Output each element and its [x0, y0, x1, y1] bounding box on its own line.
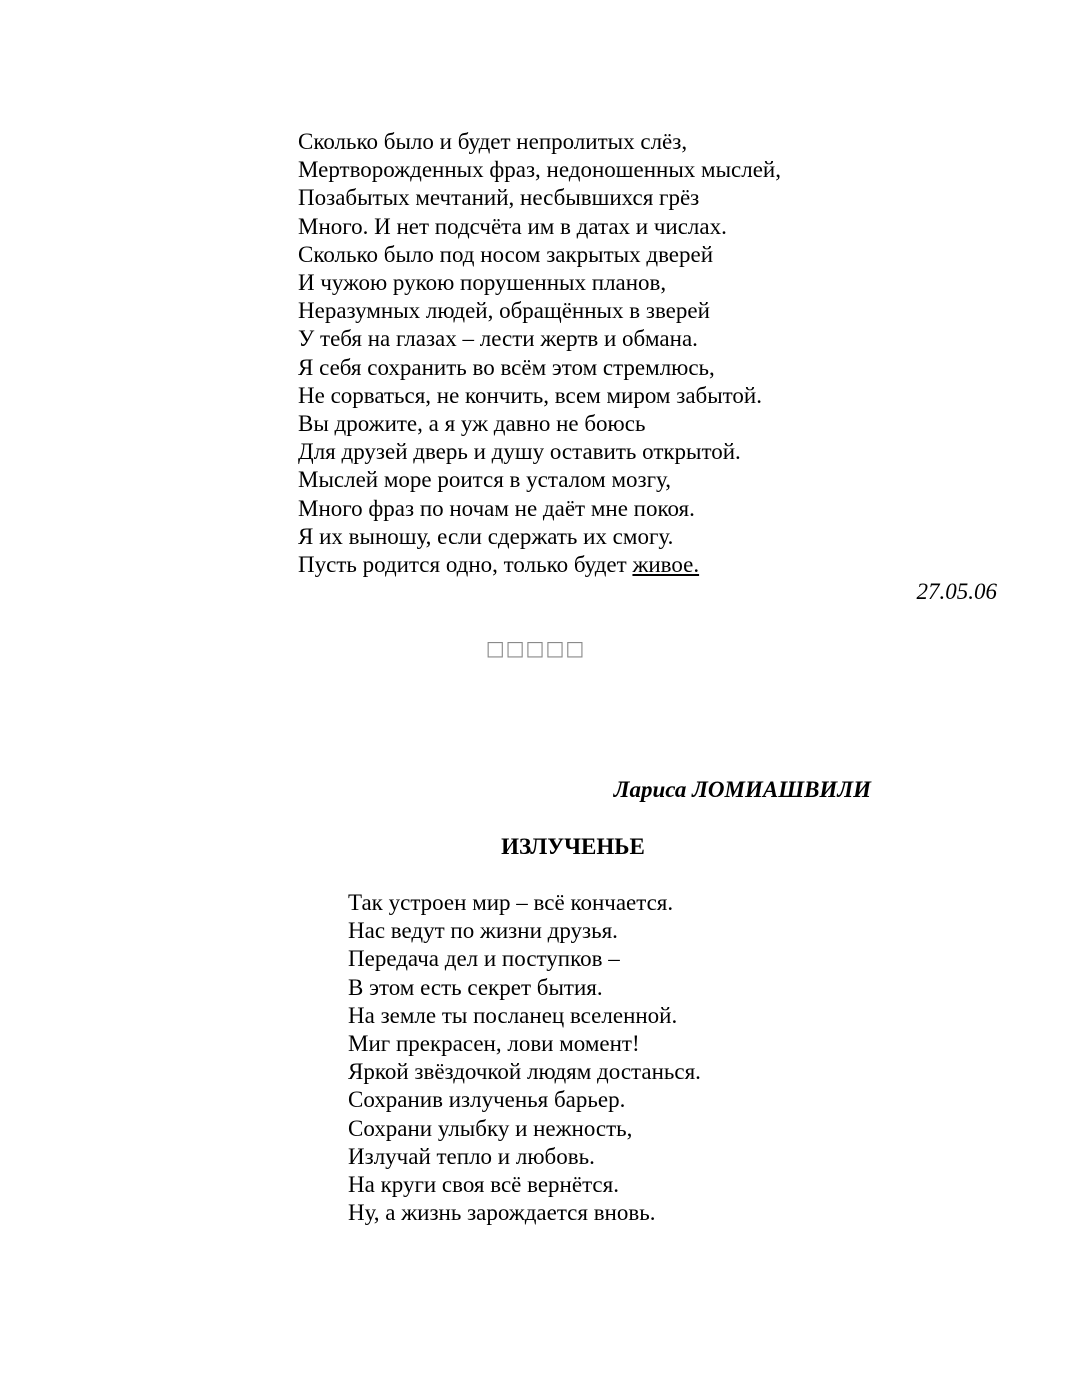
poem-line: На круги своя всё вернётся. — [348, 1172, 619, 1198]
poem-line: Мыслей море роится в усталом мозгу, — [298, 467, 671, 493]
poem-line: Не сорваться, не кончить, всем миром забытой. — [298, 382, 762, 408]
poem-title: ИЗЛУЧЕНЬЕ — [501, 834, 645, 859]
poem-line: Сохрани улыбку и нежность, — [348, 1115, 633, 1141]
poem-line: Излучай тепло и любовь. — [348, 1143, 595, 1169]
underlined-word: живое. — [632, 552, 700, 578]
poem-2 — [348, 889, 701, 1227]
poem-line: В этом есть секрет бытия. — [348, 974, 603, 1000]
poem-line: Передача дел и поступков – — [348, 946, 620, 972]
poem-date: 27.05.06 — [916, 579, 997, 604]
poem-line: Неразумных людей, обращённых в зверей — [298, 298, 710, 324]
poem-line: Нас ведут по жизни друзья. — [348, 918, 618, 944]
poem-line: Для друзей дверь и душу оставить открытой. — [298, 439, 741, 465]
poem-line: Много. И нет подсчёта им в датах и числах. — [298, 213, 727, 239]
poem-line: Сохранив излученья барьер. — [348, 1087, 626, 1113]
poem-line: Позабытых мечтаний, несбывшихся грёз — [298, 185, 700, 211]
poem-line: Миг прекрасен, лови момент! — [348, 1031, 640, 1057]
poem-1 — [298, 128, 781, 579]
poem-line: Я себя сохранить во всём этом стремлюсь, — [298, 354, 715, 380]
poem-line: У тебя на глазах – лести жертв и обмана. — [298, 326, 698, 352]
author-name: Лариса ЛОМИАШВИЛИ — [613, 777, 871, 802]
poem-line: И чужою рукою порушенных планов, — [298, 270, 667, 296]
poem-last-line-start: Пусть родится одно, только будет — [298, 552, 633, 578]
poem-last-line — [298, 551, 781, 579]
poem-line: Яркой звёздочкой людям достанься. — [348, 1059, 701, 1085]
poem-line: Я их выношу, если сдержать их смогу. — [298, 523, 674, 549]
poem-line: Вы дрожите, а я уж давно не боюсь — [298, 411, 646, 437]
poem-line: Сколько было под носом закрытых дверей — [298, 241, 714, 267]
poem-line: Ну, а жизнь зарождается вновь. — [348, 1200, 656, 1226]
separator-glyphs: □□□□□ — [485, 636, 586, 660]
poem-line: Мертворожденных фраз, недоношенных мыслей, — [298, 157, 781, 183]
poem-line: Много фраз по ночам не даёт мне покоя. — [298, 495, 695, 521]
poem-line: Сколько было и будет непролитых слёз, — [298, 129, 688, 154]
poem-line: Так устроен мир – всё кончается. — [348, 890, 674, 915]
poem-line: На земле ты посланец вселенной. — [348, 1002, 678, 1028]
